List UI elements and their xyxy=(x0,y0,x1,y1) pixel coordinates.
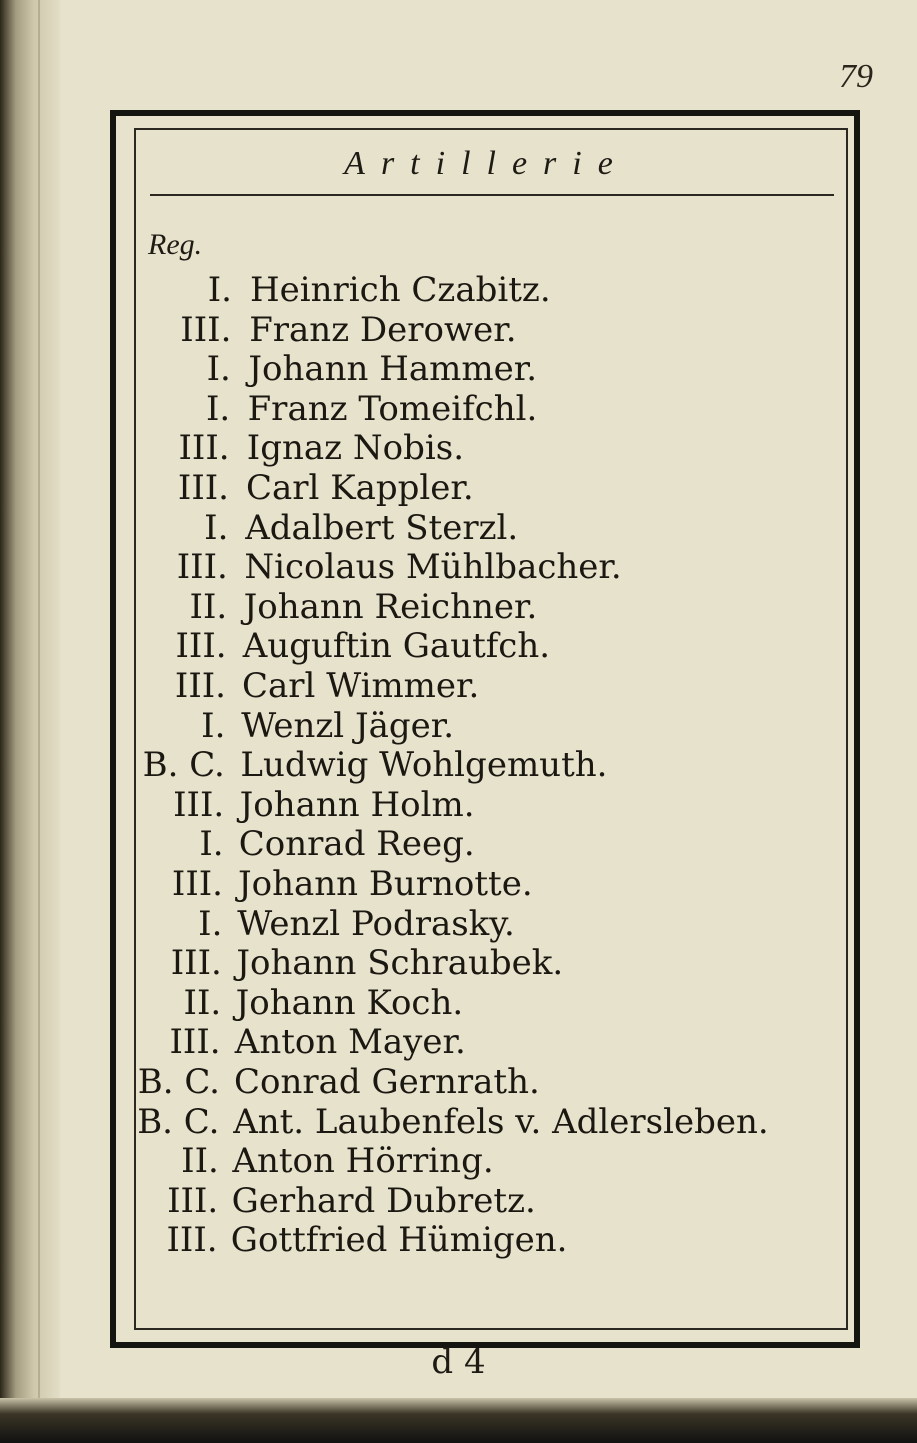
entry-name: Heinrich Czabitz. xyxy=(250,270,551,310)
entry-rank: III. xyxy=(173,784,225,825)
entry-name: Conrad Gernrath. xyxy=(234,1062,540,1102)
entry-name: Johann Koch. xyxy=(235,982,464,1023)
page-number: 79 xyxy=(839,58,873,95)
entry-name: Anton Hörring. xyxy=(232,1141,494,1182)
entry-name: Johann Reichner. xyxy=(243,586,538,627)
entry-rank: III. xyxy=(166,1220,218,1261)
entry-rank: I. xyxy=(198,903,223,944)
entry-rank: III. xyxy=(170,943,222,984)
entry-rank: III. xyxy=(180,309,232,350)
entry-rank: III. xyxy=(176,547,228,588)
entry-rank: B. C. xyxy=(142,745,225,786)
list-item xyxy=(0,983,917,1023)
list-item xyxy=(0,864,917,904)
entry-rank: III. xyxy=(169,1022,221,1063)
column-label: Reg. xyxy=(148,228,203,261)
list-item xyxy=(0,1022,917,1062)
entry-name: Ignaz Nobis. xyxy=(246,428,464,469)
entry-name: Wenzl Jäger. xyxy=(241,705,455,746)
entry-rank: I. xyxy=(205,388,231,429)
entry-name: Johann Hammer. xyxy=(248,349,538,390)
list-item xyxy=(0,270,917,310)
list-item xyxy=(0,349,917,389)
entry-name: Auguftin Gautfch. xyxy=(242,626,551,667)
entry-name: Johann Schraubek. xyxy=(236,943,564,984)
list-item xyxy=(0,547,917,587)
list-item xyxy=(0,428,917,468)
entry-name: Franz Tomeifchl. xyxy=(247,388,538,429)
signature-mark: d 4 xyxy=(431,1342,486,1382)
list-item xyxy=(0,508,917,548)
list-item xyxy=(0,1181,917,1221)
entry-rank: I. xyxy=(199,824,224,865)
entry-name: Carl Wimmer. xyxy=(242,666,480,706)
entry-rank: III. xyxy=(171,864,223,904)
entry-name: Johann Burnotte. xyxy=(238,864,533,904)
list-item xyxy=(0,745,917,785)
title-rule xyxy=(150,194,834,196)
entry-name: Anton Mayer. xyxy=(234,1022,466,1063)
list-item xyxy=(0,706,917,746)
list-item xyxy=(0,389,917,429)
entry-name: Wenzl Podrasky. xyxy=(237,903,515,944)
list-item xyxy=(0,785,917,825)
section-title: Artillerie xyxy=(344,145,629,182)
entry-name: Gottfried Hümigen. xyxy=(230,1220,568,1261)
entry-rank: I. xyxy=(206,349,231,390)
entry-rank: B. C. xyxy=(137,1062,220,1102)
entry-rank: III. xyxy=(178,428,230,469)
entry-name: Ant. Laubenfels v. Adlersleben. xyxy=(233,1101,769,1142)
list-item xyxy=(0,824,917,864)
entry-rank: III. xyxy=(167,1180,219,1221)
entry-name: Ludwig Wohlgemuth. xyxy=(240,745,608,786)
entry-name: Franz Derower. xyxy=(249,309,517,350)
list-item xyxy=(0,1220,917,1260)
list-item xyxy=(0,626,917,666)
list-item xyxy=(0,1102,917,1142)
list-item xyxy=(0,587,917,627)
entry-name: Adalbert Sterzl. xyxy=(245,507,519,548)
entry-name: Nicolaus Mühlbacher. xyxy=(244,547,622,588)
entry-name: Conrad Reeg. xyxy=(238,824,475,865)
entry-rank: III. xyxy=(177,468,229,508)
entry-rank: II. xyxy=(189,586,228,627)
entry-rank: II. xyxy=(183,982,222,1023)
list-item xyxy=(0,1141,917,1181)
entry-rank: I. xyxy=(201,705,226,746)
entry-rank: III. xyxy=(174,666,226,706)
page-bottom-shadow xyxy=(0,1398,917,1443)
entry-name: Carl Kappler. xyxy=(246,468,474,508)
list-item xyxy=(0,943,917,983)
entry-rank: II. xyxy=(181,1141,219,1182)
entry-rank: III. xyxy=(175,626,227,667)
entry-rank: I. xyxy=(204,507,229,548)
list-item xyxy=(0,310,917,350)
entry-name: Gerhard Dubretz. xyxy=(231,1180,536,1221)
list-item xyxy=(0,1062,917,1102)
entry-rank: I. xyxy=(207,270,232,310)
list-item xyxy=(0,666,917,706)
list-item xyxy=(0,904,917,944)
list-item xyxy=(0,468,917,508)
entry-name: Johann Holm. xyxy=(239,784,475,825)
entry-rank: B. C. xyxy=(137,1101,220,1142)
